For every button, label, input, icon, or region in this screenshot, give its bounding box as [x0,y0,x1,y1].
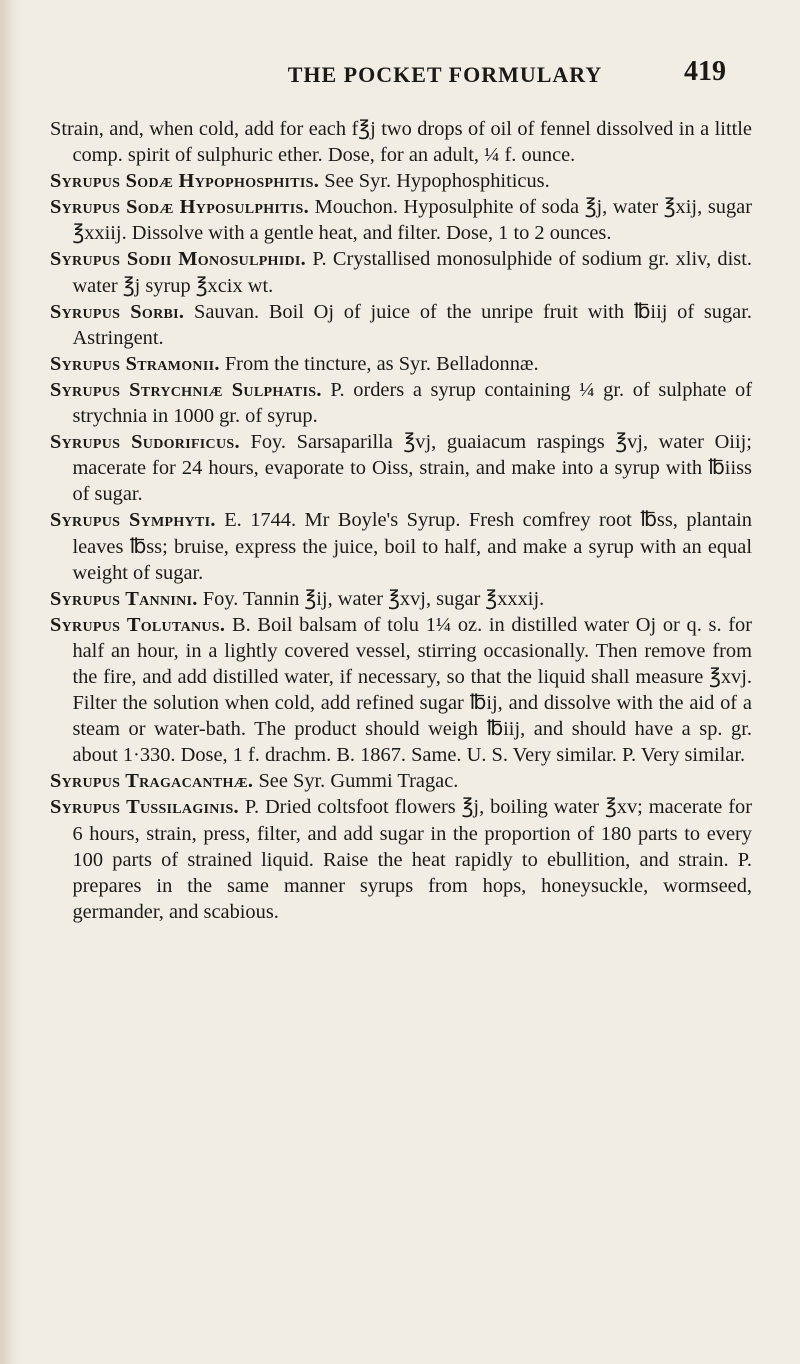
entry-syrupus-sorbi [50,299,752,351]
entry-text: Strain, and, when cold, add for each f℥j two drops of oil of fennel dissolved in a little comp. spirit of sulphuric ether. Dose, for an adult, ¼ f. ounce. [50,118,752,167]
page-edge-shadow [0,0,20,1364]
entry-text: Mouchon. Hyposulphite of soda ℥j, water ℥xij, sugar ℥xxiij. Dissolve with a gentle heat, and filter. Dose, 1 to 2 ounces. [72,196,752,245]
entry-syrupus-stramonii [50,351,752,377]
entry-syrupus-sudorificus [50,429,752,507]
entry-text: P. orders a syrup containing ¼ gr. of sulphate of strychnia in 1000 gr. of syrup. [72,378,752,428]
entry-text: P. Crystallised monosulphide of sodium gr. xliv, dist. water ℥j syrup ℥xcix wt. [72,248,752,297]
entry-head: Syrupus Symphyti. [50,509,216,532]
entry-head: Syrupus Tannini. [50,587,198,610]
entry-text: See Syr. Gummi Tragac. [258,770,459,793]
entry-head: Syrupus Sorbi. [50,300,185,323]
entry-head: Syrupus Sodii Monosulphidi. [50,248,307,271]
entry-syrupus-sodae-hypophosphitis [50,168,752,194]
entry-syrupus-tragacanthae [50,768,752,794]
entry-text: From the tincture, as Syr. Belladonnæ. [224,352,539,375]
entry-syrupus-symphyti [50,507,752,585]
entry-syrupus-strychniae-sulphatis [50,377,752,429]
page-number: 419 [684,56,726,87]
entry-head: Syrupus Stramonii. [50,352,220,375]
entry-syrupus-tussilaginis [50,794,752,924]
running-header: THE POCKET FORMULARY [287,62,603,87]
entry-text: Foy. Tannin ℥ij, water ℥xvj, sugar ℥xxxij. [202,587,545,610]
entry-text: B. Boil balsam of tolu 1¼ oz. in distilled water Oj or q. s. for half an hour, in a lightly covered vessel, stirring occasionally. Then remove from the fire, and add distilled water, if necessary, so that the liquid shall measure ℥xvj. Filter the solution when cold, add refined sugar ℔ij, and dissolve with the aid of a steam or water-bath. The product should weigh ℔iij, and should have a sp. gr. about 1·330. Dose, 1 f. drachm. B. 1867. Same. U. S. Very similar. P. Very similar. [72,613,752,767]
entry-text: Foy. Sarsaparilla ℥vj, guaiacum raspings ℥vj, water Oiij; macerate for 24 hours, evaporate to Oiss, strain, and make into a syrup with ℔iiss of sugar. [72,431,752,506]
page-body [50,116,752,925]
entry-continuation [50,116,752,168]
entry-syrupus-tolutanus [50,612,752,769]
entry-head: Syrupus Sudorificus. [50,431,240,454]
entry-syrupus-sodii-monosulphidi [50,246,752,298]
entry-head: Syrupus Tragacanthæ. [50,770,254,793]
entry-head: Syrupus Sodæ Hyposulphitis. [50,196,310,219]
entry-text: E. 1744. Mr Boyle's Syrup. Fresh comfrey root ℔ss, plantain leaves ℔ss; bruise, express the juice, boil to half, and make a syrup with an equal weight of sugar. [72,509,752,584]
entry-text: See Syr. Hypophosphiticus. [324,170,550,193]
entry-syrupus-sodae-hyposulphitis [50,194,752,246]
entry-text: Sauvan. Boil Oj of juice of the unripe fruit with ℔iij of sugar. Astringent. [72,300,752,349]
entry-head: Syrupus Tussilaginis. [50,796,239,819]
entry-head: Syrupus Strychniæ Sulphatis. [50,378,322,401]
entry-head: Syrupus Tolutanus. [50,613,226,636]
entry-head: Syrupus Sodæ Hypophosphitis. [50,170,320,193]
entry-syrupus-tannini [50,586,752,612]
entry-text: P. Dried coltsfoot flowers ℥j, boiling water ℥xv; macerate for 6 hours, strain, press, filter, and add sugar in the proportion of 180 parts to every 100 parts of strained liquid. Raise the heat rapidly to ebullition, and strain. P. prepares in the same manner syrups from hops, honeysuckle, wormseed, germander, and scabious. [72,796,752,923]
